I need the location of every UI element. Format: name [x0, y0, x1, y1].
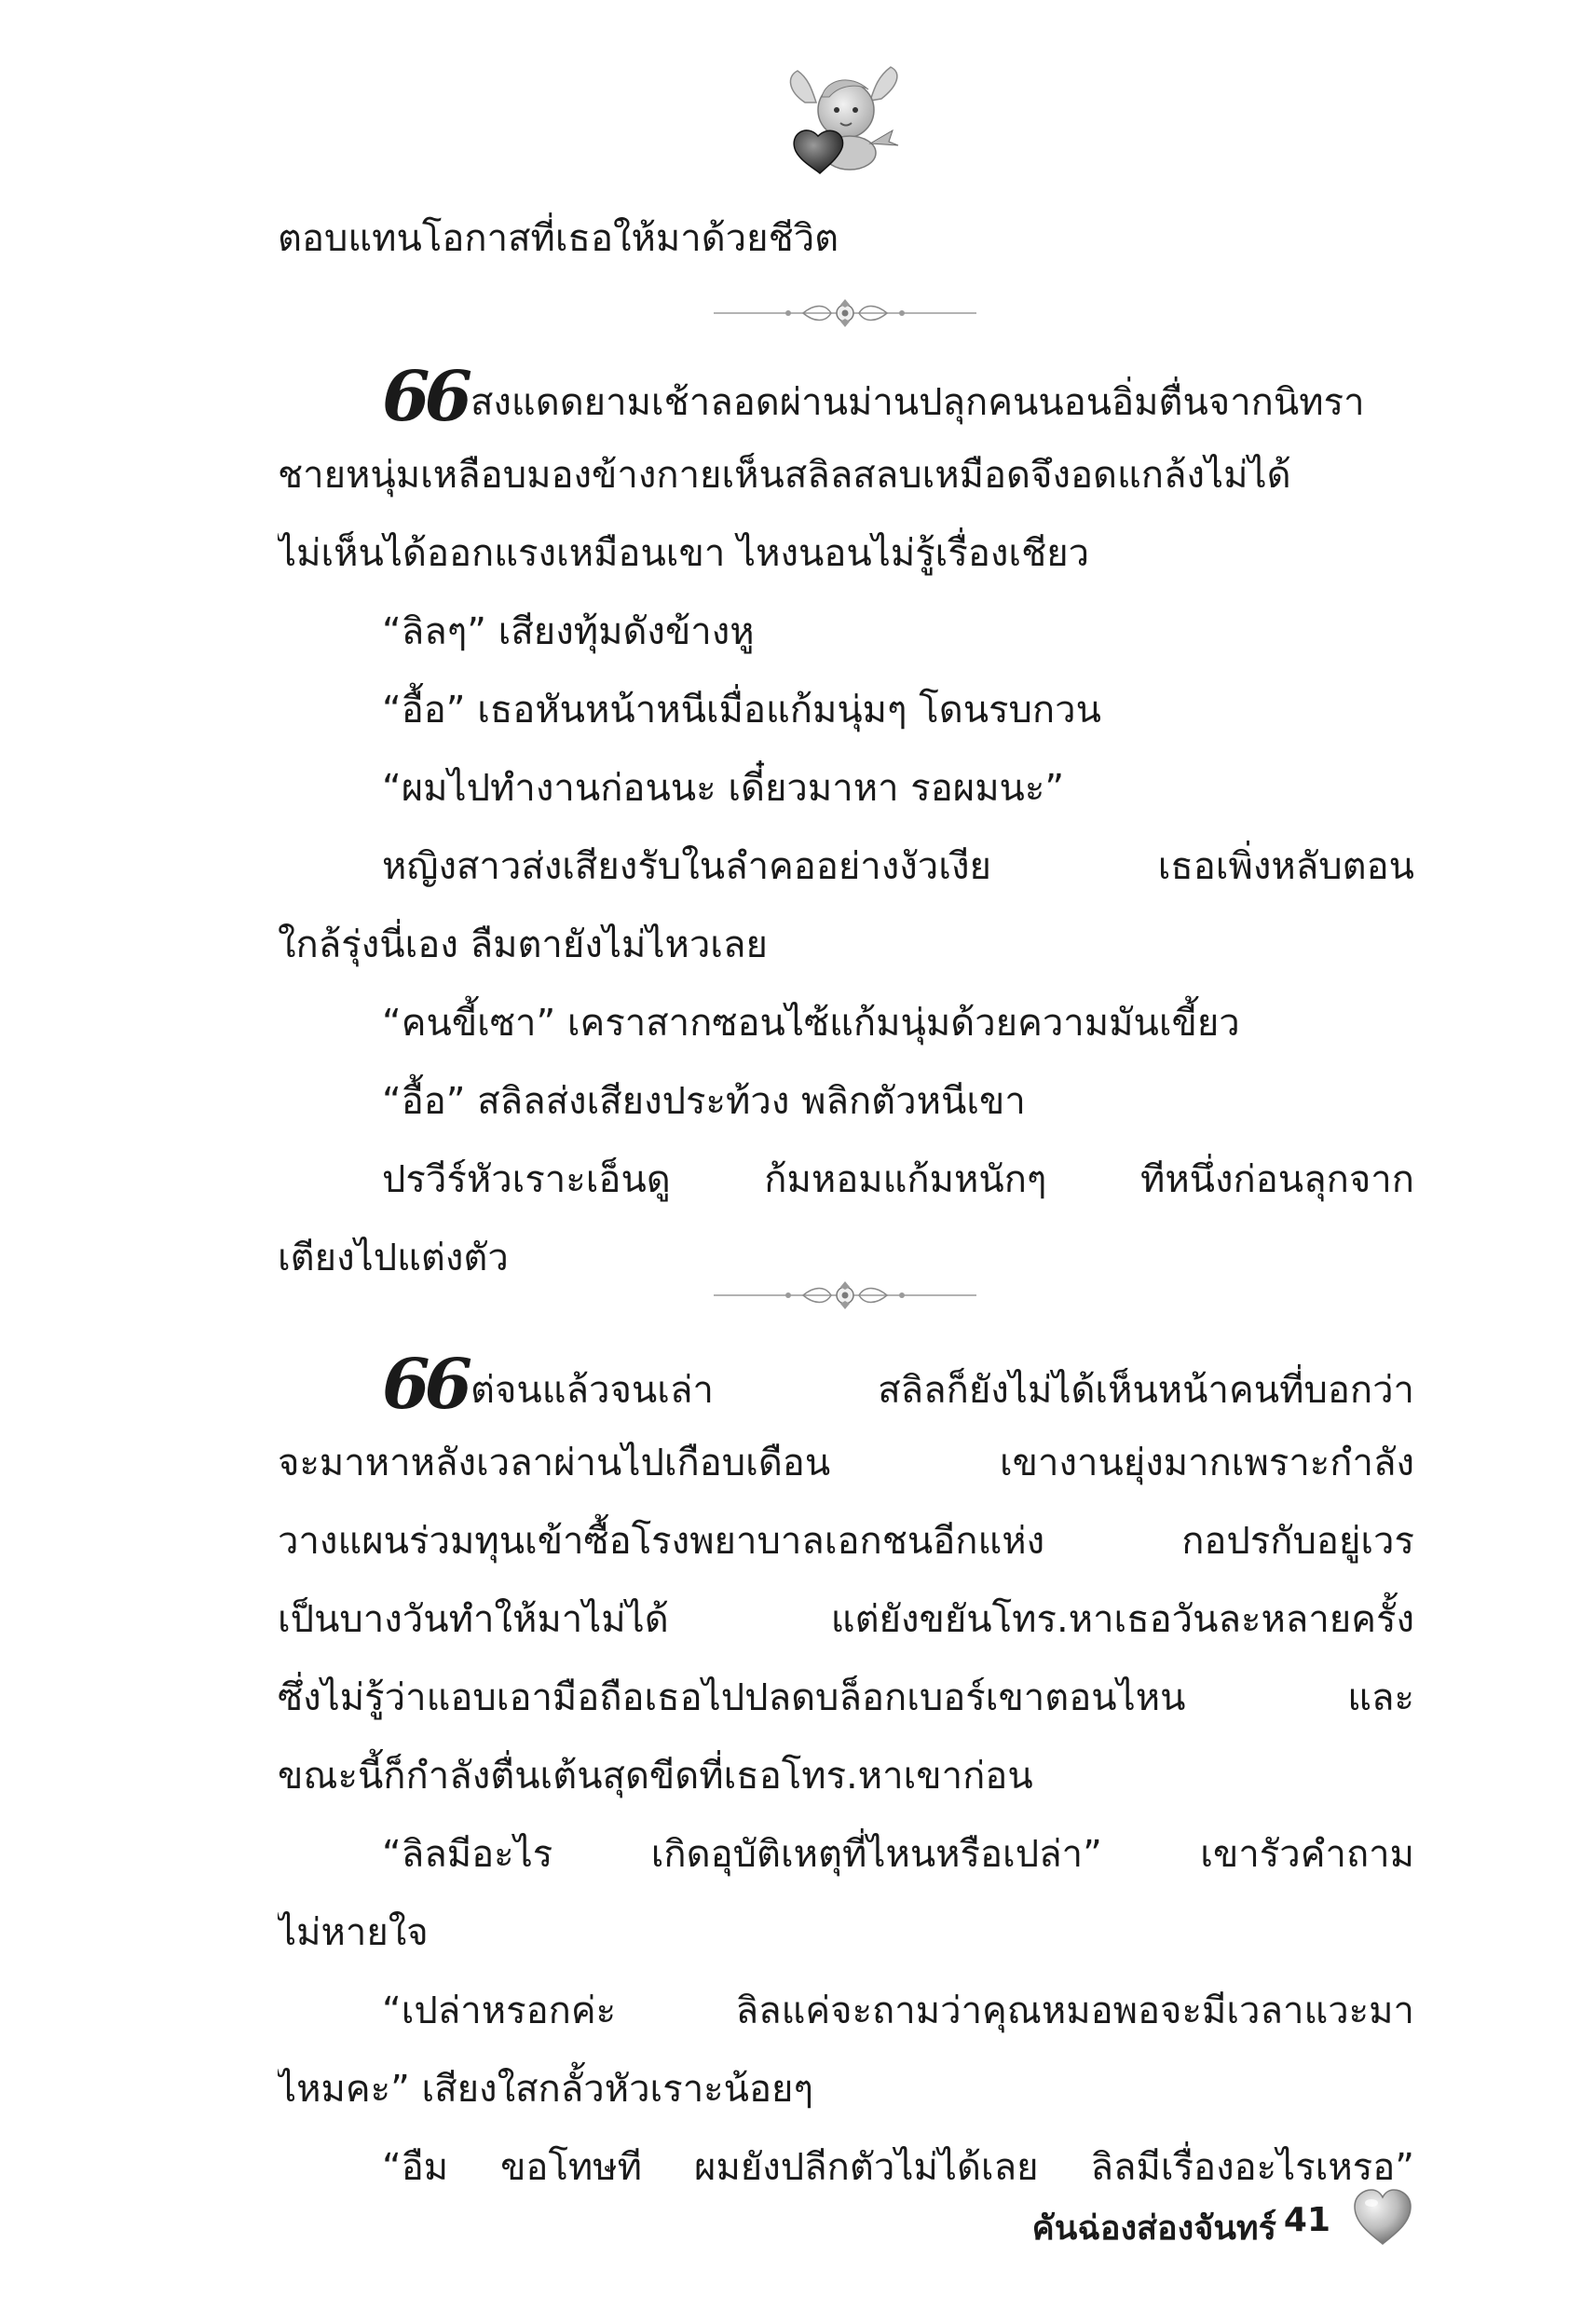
page-number: 41: [1283, 2201, 1330, 2239]
text-line: ซึ่งไม่รู้ว่าแอบเอามือถือเธอไปปลดบล็อกเบอร์เขาตอนไหน และ: [278, 1676, 1414, 1719]
text-line: ขณะนี้ก็กำลังตื่นเต้นสุดขีดที่เธอโทร.หาเขาก่อน: [278, 1755, 1033, 1798]
text-line: หญิงสาวส่งเสียงรับในลำคออย่างงัวเงีย เธอเพิ่งหลับตอน: [382, 845, 1414, 888]
text-line: “ลิลๆ” เสียงทุ้มดังข้างหู: [382, 610, 755, 653]
cherub-heart-icon: [784, 65, 904, 175]
text-line: จะมาหาหลังเวลาผ่านไปเกือบเดือน เขางานยุ่งมากเพราะกำลัง: [278, 1442, 1414, 1484]
text-line: ไม่หายใจ: [278, 1911, 429, 1954]
drop-quote-mark: 66: [382, 1346, 467, 1424]
heart-icon: [1349, 2184, 1416, 2251]
section-2: [278, 1346, 1414, 2207]
text-line: [278, 1346, 1414, 1424]
text-line: “อืม ขอโทษที ผมยังปลีกตัวไม่ได้เลย ลิลมีเรื่องอะไรเหรอ”: [382, 2146, 1414, 2189]
text-line-content: สงแดดยามเช้าลอดผ่านม่านปลุกคนนอนอิ่มตื่นจากนิทรา: [470, 381, 1365, 424]
page-footer: [988, 2181, 1416, 2264]
ornament-divider-icon: [710, 296, 980, 330]
book-title: คันฉ่องส่องจันทร์: [1031, 2209, 1276, 2248]
text-line: เตียงไปแต่งตัว: [278, 1237, 509, 1279]
text-line: ไม่เห็นได้ออกแรงเหมือนเขา ไหงนอนไม่รู้เรื่องเชียว: [278, 532, 1090, 575]
text-line: “คนขี้เซา” เคราสากซอนไซ้แก้มนุ่มด้วยความมันเขี้ยว: [382, 1002, 1240, 1045]
section-1: [278, 358, 1414, 1297]
text-line: ตอบแทนโอกาสที่เธอให้มาด้วยชีวิต: [278, 217, 839, 260]
text-line: [278, 358, 1414, 436]
text-line: ปรวีร์หัวเราะเอ็นดู ก้มหอมแก้มหนักๆ ทีหนึ่งก่อนลุกจาก: [382, 1158, 1414, 1201]
text-line: ไหมคะ” เสียงใสกลั้วหัวเราะน้อยๆ: [278, 2068, 813, 2111]
text-line: “เปล่าหรอกค่ะ ลิลแค่จะถามว่าคุณหมอพอจะมีเวลาแวะมา: [382, 1990, 1414, 2032]
text-line: ชายหนุ่มเหลือบมองข้างกายเห็นสลิลสลบเหมือดจึงอดแกล้งไม่ได้: [278, 454, 1291, 497]
text-line: วางแผนร่วมทุนเข้าซื้อโรงพยาบาลเอกชนอีกแห่ง กอปรกับอยู่เวร: [278, 1520, 1414, 1563]
text-line: “อื้อ” เธอหันหน้าหนีเมื่อแก้มนุ่มๆ โดนรบกวน: [382, 689, 1101, 732]
text-line: เป็นบางวันทำให้มาไม่ได้ แต่ยังขยันโทร.หาเธอวันละหลายครั้ง: [278, 1598, 1414, 1641]
opening-paragraph: [278, 199, 1414, 278]
text-line: “อื้อ” สลิลส่งเสียงประท้วง พลิกตัวหนีเขา: [382, 1080, 1026, 1123]
text-line: “ผมไปทำงานก่อนนะ เดี๋ยวมาหา รอผมนะ”: [382, 767, 1065, 810]
text-line: “ลิลมีอะไร เกิดอุบัติเหตุที่ไหนหรือเปล่า” เขารัวคำถาม: [382, 1833, 1414, 1876]
ornament-divider-icon: [710, 1279, 980, 1312]
drop-quote-mark: 66: [382, 358, 467, 436]
text-line: ใกล้รุ่งนี่เอง ลืมตายังไม่ไหวเลย: [278, 923, 768, 966]
text-line-content: ต่จนแล้วจนเล่า สลิลก็ยังไม่ได้เห็นหน้าคนที่บอกว่า: [470, 1369, 1414, 1412]
